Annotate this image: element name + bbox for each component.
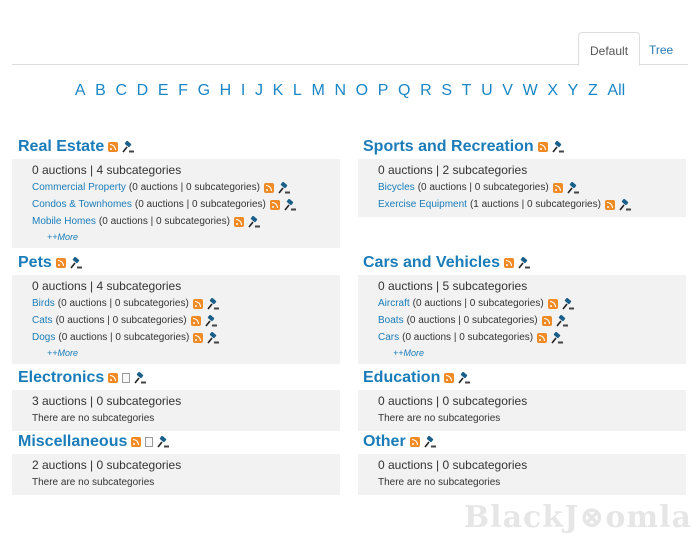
subcategory-info: (0 auctions | 0 subcategories)	[402, 332, 534, 343]
subcategory-item	[12, 179, 340, 196]
category-title[interactable]: Sports and Recreation	[363, 138, 534, 155]
subcategory-item	[12, 295, 340, 312]
gavel-icon[interactable]	[424, 436, 436, 448]
category-title[interactable]: Pets	[18, 254, 52, 271]
more-link[interactable]: ++More	[393, 348, 425, 358]
rss-icon[interactable]	[234, 217, 244, 227]
gavel-icon[interactable]	[284, 199, 296, 211]
gavel-icon[interactable]	[70, 257, 82, 269]
gavel-icon[interactable]	[248, 216, 260, 228]
subcategory-info: (1 auctions | 0 subcategories)	[469, 199, 601, 210]
rss-icon[interactable]	[270, 200, 280, 210]
gavel-icon[interactable]	[278, 182, 290, 194]
subcategory-link[interactable]: Mobile Homes	[32, 216, 96, 227]
more-link[interactable]: ++More	[47, 348, 79, 358]
rss-icon[interactable]	[131, 437, 141, 447]
rss-icon[interactable]	[537, 333, 547, 343]
category-summary: 0 auctions | 5 subcategories	[378, 279, 528, 293]
letter-link[interactable]: Q	[398, 82, 411, 99]
rss-icon[interactable]	[504, 258, 514, 268]
alphabet-filter	[0, 82, 700, 100]
category-summary: 2 auctions | 0 subcategories	[32, 458, 182, 472]
document-icon[interactable]	[145, 437, 153, 447]
letter-link[interactable]: O	[355, 82, 369, 99]
gavel-icon[interactable]	[207, 298, 219, 310]
rss-icon[interactable]	[193, 299, 203, 309]
subcategory-info: (0 auctions | 0 subcategories)	[57, 298, 189, 309]
category-miscellaneous	[12, 432, 340, 495]
more-link[interactable]: ++More	[47, 232, 79, 242]
rss-icon[interactable]	[191, 316, 201, 326]
rss-icon[interactable]	[542, 316, 552, 326]
category-panel	[358, 390, 686, 431]
category-sports-recreation	[358, 137, 686, 217]
subcategory-item	[358, 312, 686, 329]
gavel-icon[interactable]	[556, 315, 568, 327]
category-title[interactable]: Real Estate	[18, 138, 105, 155]
rss-icon[interactable]	[538, 142, 548, 152]
category-title[interactable]: Electronics	[18, 369, 105, 386]
category-panel	[358, 275, 686, 364]
category-summary: 0 auctions | 0 subcategories	[378, 458, 528, 472]
letter-link[interactable]: D	[136, 82, 149, 99]
category-pets	[12, 253, 340, 364]
gavel-icon[interactable]	[122, 141, 134, 153]
letter-link[interactable]: U	[481, 82, 493, 99]
gavel-icon[interactable]	[567, 182, 579, 194]
subcategory-link[interactable]: Cats	[32, 315, 53, 326]
letter-link[interactable]: Z	[587, 82, 598, 99]
category-real-estate	[12, 137, 340, 248]
rss-icon[interactable]	[56, 258, 66, 268]
category-panel	[12, 390, 340, 431]
subcategory-info: (0 auctions | 0 subcategories)	[417, 182, 549, 193]
tab-tree[interactable]: Tree	[649, 43, 674, 57]
gavel-icon[interactable]	[518, 257, 530, 269]
gavel-icon[interactable]	[157, 436, 169, 448]
category-panel	[12, 275, 340, 364]
letter-link[interactable]: T	[461, 82, 472, 99]
letter-link[interactable]: Y	[567, 82, 579, 99]
category-summary: 0 auctions | 0 subcategories	[378, 394, 528, 408]
letter-link[interactable]: E	[157, 82, 169, 99]
gavel-icon[interactable]	[562, 298, 574, 310]
subcategory-link[interactable]: Dogs	[32, 332, 56, 343]
subcategory-item	[12, 196, 340, 213]
subcategory-item	[358, 196, 686, 213]
rss-icon[interactable]	[264, 183, 274, 193]
subcategory-link[interactable]: Condos & Townhomes	[32, 199, 132, 210]
subcategory-item	[12, 329, 340, 346]
letter-link[interactable]: I	[240, 82, 246, 99]
letter-link[interactable]: S	[441, 82, 453, 99]
subcategory-link[interactable]: Aircraft	[378, 298, 410, 309]
category-panel	[12, 159, 340, 248]
subcategory-info: (0 auctions | 0 subcategories)	[134, 199, 266, 210]
category-title[interactable]: Cars and Vehicles	[363, 254, 500, 271]
category-education	[358, 368, 686, 431]
letter-link[interactable]: W	[522, 82, 538, 99]
letter-link[interactable]: X	[547, 82, 559, 99]
subcategory-info: (0 auctions | 0 subcategories)	[128, 182, 260, 193]
letter-link[interactable]: V	[502, 82, 513, 99]
subcategory-link[interactable]: Exercise Equipment	[378, 199, 467, 210]
gavel-icon[interactable]	[552, 141, 564, 153]
subcategory-info: (0 auctions | 0 subcategories)	[58, 332, 190, 343]
subcategory-item	[358, 295, 686, 312]
no-subcategories-text: There are no subcategories	[32, 413, 155, 424]
subcategory-info: (0 auctions | 0 subcategories)	[412, 298, 544, 309]
gavel-icon[interactable]	[619, 199, 631, 211]
subcategory-link[interactable]: Boats	[378, 315, 404, 326]
letter-link[interactable]: N	[334, 82, 346, 99]
category-title[interactable]: Education	[363, 369, 441, 386]
rss-icon[interactable]	[548, 299, 558, 309]
subcategory-item	[12, 213, 340, 230]
rss-icon[interactable]	[108, 373, 118, 383]
letter-link[interactable]: M	[311, 82, 325, 99]
no-subcategories-text: There are no subcategories	[378, 477, 501, 488]
subcategory-item	[358, 179, 686, 196]
category-summary: 0 auctions | 4 subcategories	[32, 163, 182, 177]
category-summary: 3 auctions | 0 subcategories	[32, 394, 182, 408]
category-other	[358, 432, 686, 495]
rss-icon[interactable]	[410, 437, 420, 447]
rss-icon[interactable]	[605, 200, 615, 210]
gavel-icon[interactable]	[205, 315, 217, 327]
rss-icon[interactable]	[193, 333, 203, 343]
rss-icon[interactable]	[108, 142, 118, 152]
category-electronics	[12, 368, 340, 431]
subcategory-link[interactable]: Bicycles	[378, 182, 415, 193]
gavel-icon[interactable]	[207, 332, 219, 344]
category-title[interactable]: Other	[363, 433, 406, 450]
category-panel	[358, 159, 686, 217]
subcategory-link[interactable]: Cars	[378, 332, 400, 343]
watermark: BlackJ⊗omla	[463, 500, 692, 535]
letter-link[interactable]: L	[292, 82, 302, 99]
letter-link[interactable]: B	[95, 82, 106, 99]
gavel-icon[interactable]	[458, 372, 470, 384]
letter-link-all[interactable]: All	[607, 82, 626, 99]
letter-link[interactable]: G	[197, 82, 211, 99]
category-panel	[12, 454, 340, 495]
letter-link[interactable]: A	[74, 82, 86, 99]
category-summary: 0 auctions | 4 subcategories	[32, 279, 182, 293]
subcategory-info: (0 auctions | 0 subcategories)	[98, 216, 230, 227]
letter-link[interactable]: C	[115, 82, 127, 99]
view-tabs	[12, 32, 688, 65]
subcategory-item	[358, 329, 686, 346]
category-cars-vehicles	[358, 253, 686, 364]
subcategory-link[interactable]: Commercial Property	[32, 182, 126, 193]
subcategory-item	[12, 312, 340, 329]
gavel-icon[interactable]	[134, 372, 146, 384]
letter-link[interactable]: H	[219, 82, 232, 99]
letter-link[interactable]: J	[254, 82, 263, 99]
letter-link[interactable]: P	[377, 82, 389, 99]
subcategory-info: (0 auctions | 0 subcategories)	[406, 315, 538, 326]
subcategory-link[interactable]: Birds	[32, 298, 55, 309]
no-subcategories-text: There are no subcategories	[378, 413, 501, 424]
category-summary: 0 auctions | 2 subcategories	[378, 163, 528, 177]
subcategory-info: (0 auctions | 0 subcategories)	[55, 315, 187, 326]
tab-default[interactable]: Default	[578, 32, 640, 66]
category-panel	[358, 454, 686, 495]
document-icon[interactable]	[122, 373, 130, 383]
letter-link[interactable]: K	[272, 82, 284, 99]
category-title[interactable]: Miscellaneous	[18, 433, 128, 450]
gavel-icon[interactable]	[551, 332, 563, 344]
letter-link[interactable]: F	[178, 82, 188, 99]
rss-icon[interactable]	[444, 373, 454, 383]
letter-link[interactable]: R	[420, 82, 432, 99]
rss-icon[interactable]	[553, 183, 563, 193]
no-subcategories-text: There are no subcategories	[32, 477, 155, 488]
